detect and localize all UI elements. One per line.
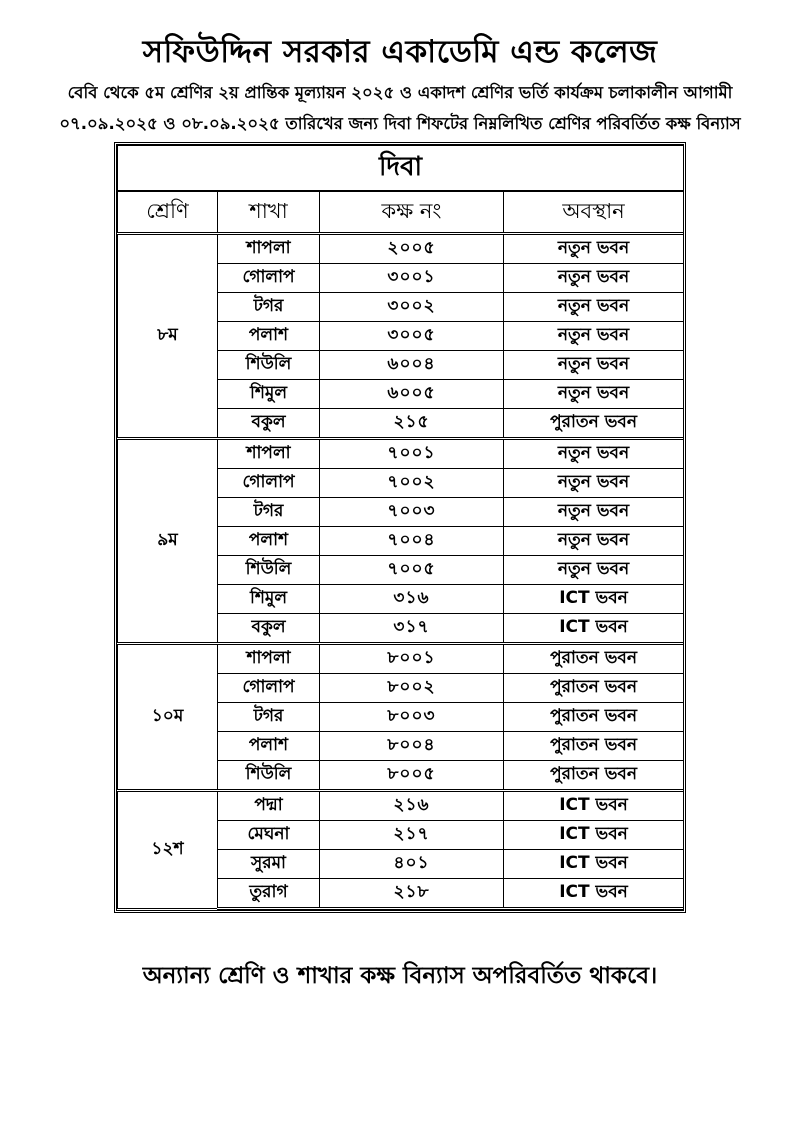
section-cell: বকুল bbox=[218, 614, 320, 644]
column-header-class: শ্রেণি bbox=[118, 191, 218, 234]
room-cell: ৬০০৪ bbox=[320, 351, 504, 380]
room-cell: ৩০০২ bbox=[320, 293, 504, 322]
location-cell: নতুন ভবন bbox=[504, 234, 684, 264]
room-cell: ৮০০৩ bbox=[320, 703, 504, 732]
location-cell: নতুন ভবন bbox=[504, 264, 684, 293]
room-cell: ৭০০১ bbox=[320, 439, 504, 469]
shift-heading: দিবা bbox=[118, 146, 684, 192]
room-cell: ৭০০২ bbox=[320, 469, 504, 498]
section-cell: শিউলি bbox=[218, 556, 320, 585]
room-allocation-table bbox=[114, 142, 686, 913]
section-cell: পলাশ bbox=[218, 322, 320, 351]
table-row bbox=[118, 644, 684, 674]
table-row bbox=[118, 439, 684, 469]
room-cell: ২১৫ bbox=[320, 409, 504, 439]
location-cell: পুরাতন ভবন bbox=[504, 761, 684, 791]
section-cell: শিমুল bbox=[218, 380, 320, 409]
table-body bbox=[118, 234, 684, 909]
section-cell: পদ্মা bbox=[218, 791, 320, 821]
section-cell: বকুল bbox=[218, 409, 320, 439]
section-cell: শিউলি bbox=[218, 351, 320, 380]
section-cell: শাপলা bbox=[218, 439, 320, 469]
room-cell: ৮০০২ bbox=[320, 674, 504, 703]
location-cell: ICT ভবন bbox=[504, 585, 684, 614]
section-cell: মেঘনা bbox=[218, 821, 320, 850]
room-cell: ৩০০৫ bbox=[320, 322, 504, 351]
class-cell: ১০ম bbox=[118, 644, 218, 791]
room-cell: ৬০০৫ bbox=[320, 380, 504, 409]
location-cell: নতুন ভবন bbox=[504, 322, 684, 351]
location-cell: ICT ভবন bbox=[504, 821, 684, 850]
location-cell: ICT ভবন bbox=[504, 614, 684, 644]
section-cell: টগর bbox=[218, 703, 320, 732]
room-cell: ৮০০১ bbox=[320, 644, 504, 674]
section-cell: শাপলা bbox=[218, 644, 320, 674]
location-cell: ICT ভবন bbox=[504, 850, 684, 879]
room-cell: ২০০৫ bbox=[320, 234, 504, 264]
section-cell: গোলাপ bbox=[218, 264, 320, 293]
location-cell: পুরাতন ভবন bbox=[504, 674, 684, 703]
room-cell: ৩১৭ bbox=[320, 614, 504, 644]
room-cell: ৮০০৪ bbox=[320, 732, 504, 761]
location-cell: পুরাতন ভবন bbox=[504, 703, 684, 732]
location-cell: নতুন ভবন bbox=[504, 351, 684, 380]
document-title: সফিউদ্দিন সরকার একাডেমি এন্ড কলেজ bbox=[142, 34, 658, 70]
section-cell: পলাশ bbox=[218, 527, 320, 556]
room-cell: ২১৬ bbox=[320, 791, 504, 821]
section-cell: শাপলা bbox=[218, 234, 320, 264]
location-cell: ICT ভবন bbox=[504, 791, 684, 821]
class-cell: ১২শ bbox=[118, 791, 218, 909]
room-cell: ৭০০৫ bbox=[320, 556, 504, 585]
section-cell: সুরমা bbox=[218, 850, 320, 879]
section-cell: টগর bbox=[218, 498, 320, 527]
location-cell: নতুন ভবন bbox=[504, 469, 684, 498]
table-row bbox=[118, 791, 684, 821]
section-cell: শিউলি bbox=[218, 761, 320, 791]
location-cell: নতুন ভবন bbox=[504, 380, 684, 409]
footer-note: অন্যান্য শ্রেণি ও শাখার কক্ষ বিন্যাস অপরিবর্তিত থাকবে। bbox=[142, 963, 658, 989]
room-cell: ২১৭ bbox=[320, 821, 504, 850]
room-cell: ৭০০৩ bbox=[320, 498, 504, 527]
location-cell: নতুন ভবন bbox=[504, 556, 684, 585]
room-cell: ২১৮ bbox=[320, 879, 504, 909]
column-header-room: কক্ষ নং bbox=[320, 191, 504, 234]
section-cell: গোলাপ bbox=[218, 674, 320, 703]
room-cell: ৩০০১ bbox=[320, 264, 504, 293]
room-cell: ৮০০৫ bbox=[320, 761, 504, 791]
section-cell: গোলাপ bbox=[218, 469, 320, 498]
location-cell: পুরাতন ভবন bbox=[504, 644, 684, 674]
column-header-location: অবস্থান bbox=[504, 191, 684, 234]
class-cell: ৮ম bbox=[118, 234, 218, 439]
section-cell: পলাশ bbox=[218, 732, 320, 761]
location-cell: ICT ভবন bbox=[504, 879, 684, 909]
column-header-section: শাখা bbox=[218, 191, 320, 234]
location-cell: নতুন ভবন bbox=[504, 439, 684, 469]
section-cell: টগর bbox=[218, 293, 320, 322]
room-cell: ৭০০৪ bbox=[320, 527, 504, 556]
location-cell: নতুন ভবন bbox=[504, 498, 684, 527]
room-cell: ৪০১ bbox=[320, 850, 504, 879]
section-cell: তুরাগ bbox=[218, 879, 320, 909]
subtitle-line-2: ০৭.০৯.২০২৫ ও ০৮.০৯.২০২৫ তারিখের জন্য দিবা শিফটের নিম্নলিখিত শ্রেণির পরিবর্তিত কক্ষ বিন্যাস bbox=[59, 114, 741, 133]
subtitle-line-1: বেবি থেকে ৫ম শ্রেণির ২য় প্রান্তিক মূল্যায়ন ২০২৫ ও একাদশ শ্রেণির ভর্তি কার্যক্রম চলাকালীন আগামী bbox=[67, 83, 733, 102]
section-cell: শিমুল bbox=[218, 585, 320, 614]
location-cell: পুরাতন ভবন bbox=[504, 409, 684, 439]
table-row bbox=[118, 234, 684, 264]
location-cell: নতুন ভবন bbox=[504, 527, 684, 556]
room-cell: ৩১৬ bbox=[320, 585, 504, 614]
location-cell: নতুন ভবন bbox=[504, 293, 684, 322]
class-cell: ৯ম bbox=[118, 439, 218, 644]
location-cell: পুরাতন ভবন bbox=[504, 732, 684, 761]
